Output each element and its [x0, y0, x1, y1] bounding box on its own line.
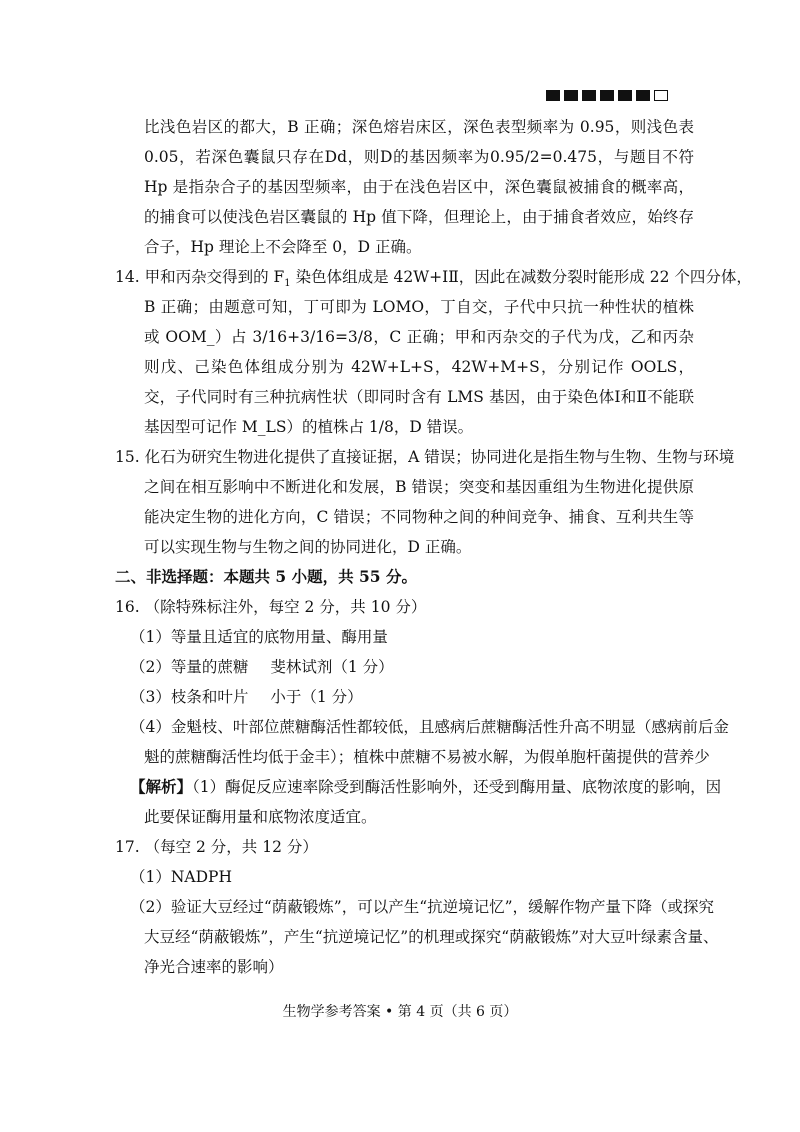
text-line [0, 382, 800, 412]
line-text: 14. 甲和丙杂交得到的 F [115, 268, 285, 286]
text-line [0, 502, 800, 532]
line-text: 大豆经“荫蔽锻炼”，产生“抗逆境记忆”的机理或探究“荫蔽锻炼”对大豆叶绿素含量、 [144, 928, 719, 946]
line-text: （1）等量且适宜的底物用量、酶用量 [130, 628, 388, 646]
line-text: 可以实现生物与生物之间的协同进化，D 正确。 [144, 538, 472, 556]
line-text: B 正确；由题意可知，丁可即为 LOMO，丁自交，子代中只抗一种性状的植株 [144, 298, 694, 316]
line-text: （3）枝条和叶片 [130, 688, 249, 706]
line-text: 此要保证酶用量和底物浓度适宜。 [144, 808, 377, 826]
line-text: 净光合速率的影响） [144, 958, 284, 976]
page-footer [0, 1001, 800, 1021]
answer-line [0, 682, 800, 712]
text-line [0, 202, 800, 232]
analysis-label: 【解析】 [130, 777, 193, 796]
line-text: 之间在相互影响中不断进化和发展，B 错误；突变和基因重组为生物进化提供原 [144, 478, 694, 496]
line-text: 则戊、己染色体组成分别为 42W+L+S，42W+M+S，分别记作 OOLS， [144, 358, 694, 376]
line-text: Hp 是指杂合子的基因型频率，由于在浅色岩区中，深色囊鼠被捕食的概率高， [144, 178, 694, 196]
page-marker-squares [546, 90, 668, 101]
line-text: 小于（1 分） [270, 688, 363, 706]
question-15-line [0, 442, 800, 472]
analysis-line [0, 802, 800, 832]
line-text: 17. （每空 2 分，共 12 分） [115, 838, 318, 856]
line-text: 比浅色岩区的都大，B 正确；深色熔岩床区，深色表型频率为 0.95，则浅色表 [144, 118, 694, 136]
text-line [0, 142, 800, 172]
empty-square-icon [654, 90, 668, 101]
question-14-line [0, 262, 800, 292]
answer-line [0, 652, 800, 682]
text-line [0, 292, 800, 322]
question-17-line [0, 832, 800, 862]
line-text: 斐林试剂（1 分） [270, 658, 394, 676]
line-text: （4）金魁枝、叶部位蔗糖酶活性都较低，且感病后蔗糖酶活性升高不明显（感病前后金 [130, 718, 729, 736]
filled-square-icon [618, 90, 632, 101]
line-text: 或 OOM_）占 3/16+3/16=3/8，C 正确；甲和丙杂交的子代为戊，乙和丙杂 [144, 328, 694, 346]
line-text: 魁的蔗糖酶活性均低于金丰）；植株中蔗糖不易被水解，为假单胞杆菌提供的营养少 [144, 748, 710, 766]
text-line [0, 352, 800, 382]
line-text: （1）酶促反应速率除受到酶活性影响外，还受到酶用量、底物浓度的影响，因 [192, 778, 722, 796]
line-text: 合子，Hp 理论上不会降至 0，D 正确。 [144, 238, 422, 256]
line-text: 15. 化石为研究生物进化提供了直接证据，A 错误；协同进化是指生物与生物、生物与环境 [115, 448, 735, 466]
filled-square-icon [582, 90, 596, 101]
filled-square-icon [564, 90, 578, 101]
section-heading [0, 562, 800, 592]
text-line [0, 412, 800, 442]
text-line [0, 112, 800, 142]
answer-line [0, 742, 800, 772]
filled-square-icon [600, 90, 614, 101]
line-text: 交，子代同时有三种抗病性状（即同时含有 LMS 基因，由于染色体Ⅰ和Ⅱ不能联 [144, 388, 694, 406]
line-text: 基因型可记作 M_LS）的植株占 1/8，D 错误。 [144, 418, 474, 436]
answer-line [0, 862, 800, 892]
text-line [0, 322, 800, 352]
line-text: （1）NADPH [130, 868, 232, 886]
subscript: 1 [284, 278, 291, 290]
answer-line [0, 922, 800, 952]
answer-line [0, 712, 800, 742]
line-text: （2）等量的蔗糖 [130, 658, 249, 676]
filled-square-icon [636, 90, 650, 101]
answer-line [0, 952, 800, 982]
line-text: 的捕食可以使浅色岩区囊鼠的 Hp 值下降，但理论上，由于捕食者效应，始终存 [144, 208, 694, 226]
filled-square-icon [546, 90, 560, 101]
line-text: （2）验证大豆经过“荫蔽锻炼”，可以产生“抗逆境记忆”，缓解作物产量下降（或探究 [130, 898, 715, 916]
answer-content [0, 112, 800, 982]
line-text: 染色体组成是 42W+ⅠⅡ，因此在减数分裂时能形成 22 个四分体， [290, 268, 752, 286]
text-line [0, 472, 800, 502]
section-title: 二、非选择题：本题共 5 小题，共 55 分。 [115, 567, 417, 586]
line-text: 16. （除特殊标注外，每空 2 分，共 10 分） [115, 598, 427, 616]
question-16-line [0, 592, 800, 622]
answer-line [0, 892, 800, 922]
line-text: 0.05，若深色囊鼠只存在Dd，则D的基因频率为0.95/2=0.475，与题目不符 [144, 148, 694, 166]
line-text: 能决定生物的进化方向，C 错误；不同物种之间的种间竞争、捕食、互利共生等 [144, 508, 694, 526]
text-line [0, 532, 800, 562]
text-line [0, 172, 800, 202]
analysis-line [0, 772, 800, 802]
text-line [0, 232, 800, 262]
answer-line [0, 622, 800, 652]
footer-text: 生物学参考答案 • 第 4 页（共 6 页） [282, 1004, 518, 1020]
